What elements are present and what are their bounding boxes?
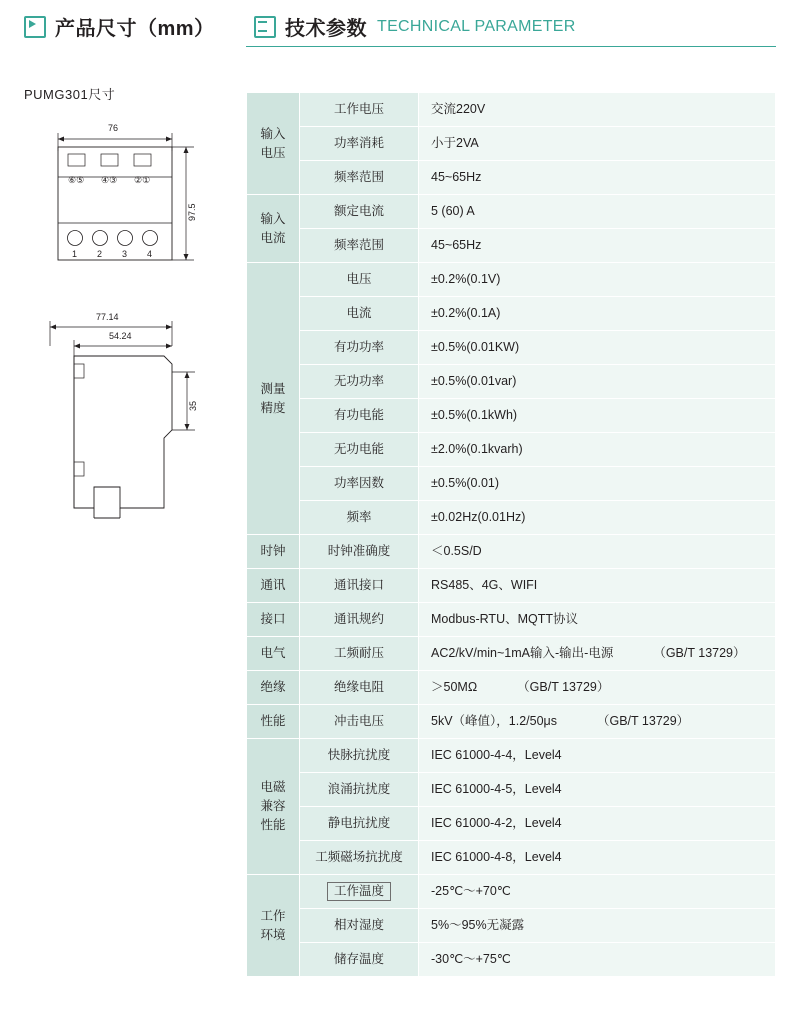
table-item-cell: 额定电流	[300, 195, 419, 229]
table-item-cell: 有功功率	[300, 331, 419, 365]
drawing-column	[24, 84, 229, 547]
table-item-cell: 快脉抗扰度	[300, 739, 419, 773]
table-row	[247, 637, 776, 671]
front-view	[24, 121, 229, 286]
table-value-cell: 小于2VA	[419, 127, 776, 161]
drawing-title: PUMG301尺寸	[24, 87, 116, 102]
table-value-cell: -30℃～+75℃	[419, 943, 776, 977]
table-row	[247, 399, 776, 433]
table-value-cell: IEC 61000-4-5，Level4	[419, 773, 776, 807]
table-category-cell: 时钟	[247, 535, 300, 569]
table-row	[247, 263, 776, 297]
terminal-label-65: ⑥⑤	[68, 175, 85, 185]
table-value-cell: ＞50MΩ （GB/T 13729）	[419, 671, 776, 705]
table-row	[247, 909, 776, 943]
table-value-cell: 45~65Hz	[419, 161, 776, 195]
table-row	[247, 365, 776, 399]
side-depth-label: 35	[188, 400, 198, 411]
front-width-label: 76	[108, 123, 119, 133]
table-value-cell: IEC 61000-4-4，Level4	[419, 739, 776, 773]
table-row	[247, 671, 776, 705]
table-value-cell: ±2.0%(0.1kvarh)	[419, 433, 776, 467]
table-item-cell: 有功电能	[300, 399, 419, 433]
table-value-cell: 交流220V	[419, 93, 776, 127]
table-category-cell: 绝缘	[247, 671, 300, 705]
table-item-cell: 浪涌抗扰度	[300, 773, 419, 807]
parameter-title-cn: 技术参数	[285, 18, 367, 40]
table-value-cell: ±0.5%(0.1kWh)	[419, 399, 776, 433]
table-item-cell: 频率范围	[300, 229, 419, 263]
table-row	[247, 297, 776, 331]
table-item-cell: 通讯规约	[300, 603, 419, 637]
table-value-cell: AC2/kV/min~1mA输入-输出-电源 （GB/T 13729）	[419, 637, 776, 671]
standard-reference: （GB/T 13729）	[653, 645, 746, 660]
table-item-cell: 电压	[300, 263, 419, 297]
table-row	[247, 705, 776, 739]
parameter-icon	[254, 16, 276, 38]
table-item-cell: 无功电能	[300, 433, 419, 467]
table-value-cell: RS485、4G、WIFI	[419, 569, 776, 603]
bottom-terminal-1: 1	[72, 249, 78, 259]
table-category-cell: 输入 电流	[247, 195, 300, 263]
standard-reference: （GB/T 13729）	[597, 713, 690, 728]
table-row	[247, 161, 776, 195]
table-category-cell: 测量 精度	[247, 263, 300, 535]
table-value-cell: 5%～95%无凝露	[419, 909, 776, 943]
table-item-cell: 绝缘电阻	[300, 671, 419, 705]
table-value-cell: 5kV（峰值），1.2/50μs （GB/T 13729）	[419, 705, 776, 739]
table-value-cell: ±0.5%(0.01KW)	[419, 331, 776, 365]
table-value-cell: Modbus-RTU、MQTT协议	[419, 603, 776, 637]
table-item-cell: 通讯接口	[300, 569, 419, 603]
table-category-cell: 电气	[247, 637, 300, 671]
header-divider	[246, 46, 776, 47]
table-row	[247, 93, 776, 127]
table-item-cell: 工频耐压	[300, 637, 419, 671]
table-row	[247, 603, 776, 637]
table-item-cell: 工作电压	[300, 93, 419, 127]
header-right	[254, 12, 576, 41]
table-category-cell: 工作 环境	[247, 875, 300, 977]
table-item-cell: 功率因数	[300, 467, 419, 501]
table-category-cell: 性能	[247, 705, 300, 739]
table-category-cell: 输入 电压	[247, 93, 300, 195]
bottom-terminal-3: 3	[122, 249, 128, 259]
table-category-cell: 通讯	[247, 569, 300, 603]
table-item-cell: 储存温度	[300, 943, 419, 977]
table-item-cell: 时钟准确度	[300, 535, 419, 569]
page-header	[24, 12, 776, 48]
bottom-terminal-2: 2	[97, 249, 103, 259]
side-view-svg	[24, 312, 229, 542]
table-row	[247, 807, 776, 841]
terminal-label-43: ④③	[101, 175, 118, 185]
table-row	[247, 773, 776, 807]
table-item-cell: 工频磁场抗扰度	[300, 841, 419, 875]
dimensions-title: 产品尺寸（mm）	[55, 18, 215, 40]
technical-parameter-table	[246, 92, 776, 977]
table-value-cell: IEC 61000-4-2，Level4	[419, 807, 776, 841]
standard-reference: （GB/T 13729）	[517, 679, 610, 694]
dimensions-icon	[24, 16, 46, 38]
table-item-cell: 频率范围	[300, 161, 419, 195]
side-view	[24, 312, 229, 547]
table-value-cell: ±0.02Hz(0.01Hz)	[419, 501, 776, 535]
table-row	[247, 841, 776, 875]
table-item-cell: 频率	[300, 501, 419, 535]
table-value-cell: ±0.5%(0.01var)	[419, 365, 776, 399]
table-row	[247, 433, 776, 467]
table-value-cell: ±0.5%(0.01)	[419, 467, 776, 501]
front-height-label: 97.5	[187, 203, 197, 221]
table-item-cell: 冲击电压	[300, 705, 419, 739]
table-row	[247, 195, 776, 229]
table-item-cell: 电流	[300, 297, 419, 331]
table-row	[247, 331, 776, 365]
table-item-cell: 工作温度	[300, 875, 419, 909]
table-category-cell: 电磁 兼容 性能	[247, 739, 300, 875]
side-width-label: 77.14	[96, 312, 119, 322]
bottom-terminal-4: 4	[147, 249, 153, 259]
table-row	[247, 127, 776, 161]
table-value-cell: ±0.2%(0.1A)	[419, 297, 776, 331]
table-row	[247, 467, 776, 501]
table-category-cell: 接口	[247, 603, 300, 637]
table-value-cell: ±0.2%(0.1V)	[419, 263, 776, 297]
table-item-cell: 功率消耗	[300, 127, 419, 161]
table-value-cell: -25℃～+70℃	[419, 875, 776, 909]
table-value-cell: 45~65Hz	[419, 229, 776, 263]
table-row	[247, 569, 776, 603]
table-row	[247, 535, 776, 569]
side-inner-width-label: 54.24	[109, 331, 132, 341]
table-row	[247, 229, 776, 263]
table-item-cell: 无功功率	[300, 365, 419, 399]
terminal-label-21: ②①	[134, 175, 151, 185]
table-item-cell: 静电抗扰度	[300, 807, 419, 841]
table-row	[247, 739, 776, 773]
parameter-title-en: TECHNICAL PARAMETER	[377, 17, 576, 35]
table-row	[247, 875, 776, 909]
table-value-cell: 5 (60) A	[419, 195, 776, 229]
header-left	[24, 12, 254, 41]
table-item-cell: 相对湿度	[300, 909, 419, 943]
table-value-cell: ＜0.5S/D	[419, 535, 776, 569]
table-row	[247, 943, 776, 977]
table-value-cell: IEC 61000-4-8，Level4	[419, 841, 776, 875]
table-row	[247, 501, 776, 535]
